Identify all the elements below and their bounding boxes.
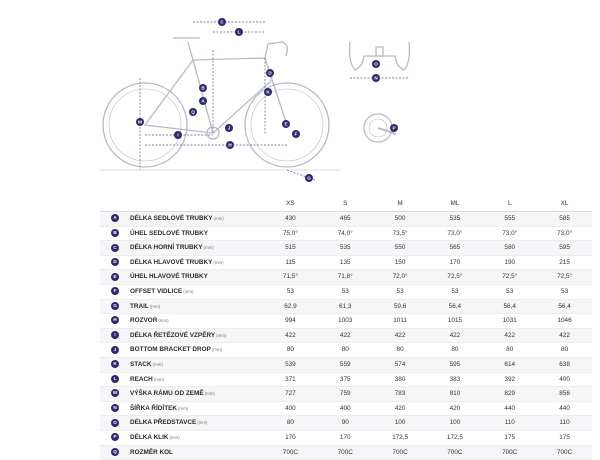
row-value: 856 xyxy=(559,390,570,398)
row-unit: (mm) xyxy=(152,361,163,367)
svg-text:E: E xyxy=(284,121,288,127)
table-row xyxy=(100,314,592,329)
dimension-badge: P xyxy=(111,433,119,441)
dimension-badge: Q xyxy=(111,448,119,456)
row-value: 440 xyxy=(559,404,570,412)
dimension-badge: J xyxy=(111,346,119,354)
row-value: 53 xyxy=(451,287,459,295)
row-label xyxy=(130,241,263,256)
row-value: 72,5° xyxy=(557,273,573,281)
row-value: 170 xyxy=(339,433,351,441)
size-header: XL xyxy=(537,197,592,212)
dimension-badge: L xyxy=(111,375,119,383)
row-value: 56,4 xyxy=(503,302,516,310)
row-value: 53 xyxy=(396,287,404,295)
dimension-badge: H xyxy=(111,316,119,324)
row-value: 80 xyxy=(451,346,459,354)
row-value: 759 xyxy=(339,390,351,398)
row-badge-cell xyxy=(100,226,130,241)
row-unit: (mm) xyxy=(216,332,227,338)
row-badge-cell xyxy=(100,241,130,256)
svg-text:J: J xyxy=(227,125,231,131)
row-value: 465 xyxy=(339,215,351,222)
row-value: 371 xyxy=(285,375,296,383)
dimension-badge: K xyxy=(111,360,119,368)
svg-text:Q: Q xyxy=(191,109,195,115)
row-label xyxy=(130,343,263,358)
row-value: 150 xyxy=(394,258,406,266)
row-value: 727 xyxy=(285,390,296,398)
table-row xyxy=(100,226,592,241)
row-label xyxy=(130,372,263,387)
row-value: 383 xyxy=(449,375,461,383)
row-value: 73,0° xyxy=(557,229,573,237)
table-row xyxy=(100,328,592,343)
row-value: 440 xyxy=(504,404,516,412)
row-value: 53 xyxy=(341,287,349,295)
row-label xyxy=(130,255,263,270)
row-label-text: DÉLKA HLAVOVÉ TRUBKY xyxy=(130,258,213,266)
row-value: 422 xyxy=(449,331,461,339)
row-badge-cell xyxy=(100,445,130,460)
row-value: 80 xyxy=(506,346,514,354)
row-label xyxy=(130,270,263,285)
svg-text:N: N xyxy=(374,75,378,81)
stem-bar xyxy=(265,42,287,58)
row-value: 80 xyxy=(396,346,404,354)
dimension-badge: N xyxy=(111,404,119,412)
size-header: ML xyxy=(427,197,482,212)
row-value: 59,6 xyxy=(393,302,407,310)
row-value: 700C xyxy=(447,448,463,456)
row-badge-cell xyxy=(100,416,130,431)
row-label-text: ROZVOR xyxy=(130,317,158,325)
dimension-badge: G xyxy=(111,302,119,310)
svg-text:P: P xyxy=(392,125,396,131)
table-row xyxy=(100,343,592,358)
svg-text:D: D xyxy=(268,70,272,76)
row-unit: (mm) xyxy=(203,245,214,251)
size-header-row xyxy=(100,197,592,212)
row-badge-cell xyxy=(100,314,130,329)
row-value: 62,9 xyxy=(284,302,297,310)
row-value: 75,0° xyxy=(282,229,298,237)
row-value: 700C xyxy=(282,448,299,456)
row-value: 215 xyxy=(559,258,570,266)
row-value: 565 xyxy=(449,244,461,252)
row-value: 700C xyxy=(337,448,353,456)
row-value: 810 xyxy=(449,390,461,398)
dimension-badge: I xyxy=(111,331,119,339)
row-value: 170 xyxy=(449,258,461,266)
dimension-badge: O xyxy=(111,419,119,427)
row-value: 539 xyxy=(285,360,296,368)
row-value: 74,0° xyxy=(337,229,353,237)
row-value: 400 xyxy=(285,404,296,412)
table-row xyxy=(100,212,592,227)
row-value: 1003 xyxy=(338,317,353,325)
front-triangle xyxy=(193,58,272,133)
row-label xyxy=(130,314,263,329)
row-value: 430 xyxy=(285,215,296,222)
dimension-badge: B xyxy=(111,229,119,237)
row-value: 80 xyxy=(286,346,294,354)
row-label xyxy=(130,401,263,416)
row-value: 73,0° xyxy=(447,229,463,237)
diagram-badge-c xyxy=(218,18,226,26)
table-row xyxy=(100,284,592,299)
svg-text:H: H xyxy=(228,142,232,148)
row-value: 580 xyxy=(504,244,516,252)
row-label-text: ROZMĚR KOL xyxy=(130,448,173,456)
row-value: 422 xyxy=(339,331,351,339)
row-value: 783 xyxy=(394,390,406,398)
row-value: 71,8° xyxy=(337,273,353,281)
row-value: 829 xyxy=(504,390,516,398)
row-label xyxy=(130,357,263,372)
row-value: 175 xyxy=(504,433,516,441)
row-value: 100 xyxy=(449,419,461,427)
svg-text:G: G xyxy=(307,175,311,181)
row-badge-cell xyxy=(100,270,130,285)
svg-text:O: O xyxy=(374,61,378,67)
row-label xyxy=(130,299,263,314)
row-value: 638 xyxy=(559,360,570,368)
size-header: S xyxy=(318,197,373,212)
bike-geometry-diagram xyxy=(0,0,600,195)
diagram-badge-n xyxy=(372,74,380,82)
row-unit: (mm) xyxy=(197,420,208,426)
row-value: 1011 xyxy=(393,317,407,325)
row-value: 190 xyxy=(504,258,516,266)
dimension-badge: E xyxy=(111,273,119,281)
row-unit: (mm) xyxy=(183,288,194,294)
row-label xyxy=(130,226,263,241)
row-value: 400 xyxy=(559,375,570,383)
row-unit: (mm) xyxy=(169,434,180,440)
row-value: 170 xyxy=(285,433,296,441)
row-label xyxy=(130,212,263,227)
row-unit: (mm) xyxy=(158,318,169,324)
svg-text:M: M xyxy=(138,119,142,125)
row-label-text: DÉLKA HORNÍ TRUBKY xyxy=(130,244,203,252)
row-badge-cell xyxy=(100,284,130,299)
row-badge-cell xyxy=(100,212,130,227)
table-row xyxy=(100,430,592,445)
row-value: 595 xyxy=(449,360,461,368)
row-value: 80 xyxy=(561,346,569,354)
row-label-text: STACK xyxy=(130,360,152,368)
row-unit: (mm) xyxy=(213,259,224,265)
table-row xyxy=(100,372,592,387)
row-label-text: REACH xyxy=(130,375,153,383)
row-value: 422 xyxy=(285,331,296,339)
row-badge-cell xyxy=(100,401,130,416)
row-label xyxy=(130,284,263,299)
table-row xyxy=(100,387,592,402)
diagram-badge-h xyxy=(226,141,234,149)
row-value: 994 xyxy=(285,317,296,325)
row-label xyxy=(130,328,263,343)
svg-text:C: C xyxy=(220,19,224,25)
row-badge-cell xyxy=(100,430,130,445)
svg-text:A: A xyxy=(201,98,205,104)
row-label xyxy=(130,430,263,445)
row-label-text: ÚHEL HLAVOVÉ TRUBKY xyxy=(130,273,208,281)
table-row xyxy=(100,299,592,314)
stem-top-view xyxy=(376,47,383,56)
row-value: 72,5° xyxy=(447,273,463,281)
row-value: 700C xyxy=(556,448,573,456)
row-label-text: DÉLKA KLIK xyxy=(130,433,169,441)
table-row xyxy=(100,241,592,256)
row-unit: (mm) xyxy=(177,405,189,411)
row-badge-cell xyxy=(100,328,130,343)
row-label-text: OFFSET VIDLICE xyxy=(130,287,183,295)
row-unit: (mm) xyxy=(211,347,223,353)
row-unit: (mm) xyxy=(204,391,215,397)
row-value: 90 xyxy=(341,419,349,427)
diagram-badge-i xyxy=(174,131,182,139)
table-row xyxy=(100,270,592,285)
table-row xyxy=(100,357,592,372)
row-value: 110 xyxy=(504,419,515,427)
row-value: 53 xyxy=(286,287,294,295)
rear-triangle xyxy=(145,60,213,133)
diagram-badge-e xyxy=(282,120,290,128)
row-label xyxy=(130,416,263,431)
table-row xyxy=(100,416,592,431)
row-unit: (mm) xyxy=(213,216,224,221)
row-value: 574 xyxy=(394,360,406,368)
row-value: 535 xyxy=(339,244,351,252)
row-label-text: BOTTOM BRACKET DROP xyxy=(130,346,211,354)
header-spacer xyxy=(130,197,263,212)
row-value: 110 xyxy=(559,419,570,427)
row-value: 115 xyxy=(285,258,296,266)
dimension-badge: D xyxy=(111,258,119,266)
table-row xyxy=(100,401,592,416)
row-label xyxy=(130,387,263,402)
row-value: 53 xyxy=(506,287,514,295)
row-value: 515 xyxy=(285,244,296,252)
row-value: 392 xyxy=(504,375,516,383)
row-value: 420 xyxy=(394,404,406,412)
row-value: 56,4 xyxy=(448,302,462,310)
row-value: 375 xyxy=(339,375,351,383)
diagram-badge-l xyxy=(235,28,243,36)
row-badge-cell xyxy=(100,343,130,358)
dimension-badge: A xyxy=(111,214,119,222)
row-value: 400 xyxy=(339,404,351,412)
row-label-text: DÉLKA PŘEDSTAVCE xyxy=(130,419,197,427)
svg-text:F: F xyxy=(294,131,298,137)
row-value: 700C xyxy=(392,448,408,456)
row-value: 71,5° xyxy=(282,273,298,281)
diagram-badge-f xyxy=(292,130,300,138)
row-value: 380 xyxy=(394,375,406,383)
row-value: 555 xyxy=(504,215,516,222)
geometry-table xyxy=(100,197,592,460)
row-value: 135 xyxy=(339,258,351,266)
row-badge-cell xyxy=(100,387,130,402)
row-label-text: DÉLKA ŘETĚZOVÉ VZPĚRY xyxy=(130,331,216,339)
dimension-badge: M xyxy=(111,389,119,397)
row-value: 80 xyxy=(341,346,349,354)
table-row xyxy=(100,445,592,460)
diagram-badge-o xyxy=(372,60,380,68)
row-value: 500 xyxy=(394,215,406,222)
diagram-badge-b xyxy=(199,84,207,92)
diagram-badge-g xyxy=(305,174,313,182)
row-value: 61,3 xyxy=(339,302,352,310)
diagram-badge-d xyxy=(266,69,274,77)
row-value: 175 xyxy=(559,433,570,441)
row-value: 1046 xyxy=(557,317,572,325)
diagram-badge-a xyxy=(199,97,207,105)
svg-text:I: I xyxy=(177,132,179,138)
row-badge-cell xyxy=(100,357,130,372)
row-unit: (mm) xyxy=(153,376,164,382)
diagram-badge-j xyxy=(225,124,233,132)
row-label-text: VÝŠKA RÁMU OD ZEMĚ xyxy=(130,390,204,398)
row-value: 422 xyxy=(559,331,570,339)
size-header: XS xyxy=(263,197,318,212)
row-value: 422 xyxy=(394,331,406,339)
row-value: 56,4 xyxy=(558,302,571,310)
row-label-text: ŠÍŘKA ŘÍDÍTEK xyxy=(130,404,177,412)
row-value: 72,5° xyxy=(502,273,518,281)
dimension-badge: C xyxy=(111,244,119,252)
row-label-text: ÚHEL SEDLOVÉ TRUBKY xyxy=(130,229,208,237)
row-unit: (mm) xyxy=(149,303,161,309)
row-value: 73,0° xyxy=(502,229,518,237)
row-value: 550 xyxy=(394,244,406,252)
svg-text:L: L xyxy=(237,29,241,35)
row-value: 53 xyxy=(561,287,569,295)
row-value: 420 xyxy=(449,404,461,412)
row-value: 73,5° xyxy=(392,229,408,237)
row-value: 100 xyxy=(394,419,406,427)
row-badge-cell xyxy=(100,299,130,314)
row-label xyxy=(130,445,263,460)
row-value: 1015 xyxy=(447,317,462,325)
row-value: 595 xyxy=(559,244,570,252)
row-value: 700C xyxy=(502,448,518,456)
row-badge-cell xyxy=(100,255,130,270)
size-header: L xyxy=(482,197,537,212)
size-header: M xyxy=(373,197,428,212)
diagram-badge-m xyxy=(136,118,144,126)
svg-text:B: B xyxy=(201,85,205,91)
row-value: 559 xyxy=(339,360,351,368)
table-row xyxy=(100,255,592,270)
svg-text:K: K xyxy=(266,89,270,95)
dimension-badge: F xyxy=(111,287,119,295)
header-spacer xyxy=(100,197,130,212)
row-value: 422 xyxy=(504,331,516,339)
row-value: 585 xyxy=(559,215,570,222)
row-value: 80 xyxy=(286,419,294,427)
row-label-text: TRAIL xyxy=(130,302,149,310)
diagram-badge-k xyxy=(264,88,272,96)
diagram-badge-p xyxy=(390,124,398,132)
row-label-text: DÉLKA SEDLOVÉ TRUBKY xyxy=(130,215,213,222)
row-value: 172,5 xyxy=(446,433,463,441)
seatpost-saddle xyxy=(173,38,200,60)
row-value: 172,5 xyxy=(392,433,409,441)
row-value: 614 xyxy=(504,360,516,368)
diagram-badge-q xyxy=(189,108,197,116)
row-badge-cell xyxy=(100,372,130,387)
row-value: 72,0° xyxy=(392,273,408,281)
row-value: 1031 xyxy=(502,317,517,325)
row-value: 535 xyxy=(449,215,461,222)
